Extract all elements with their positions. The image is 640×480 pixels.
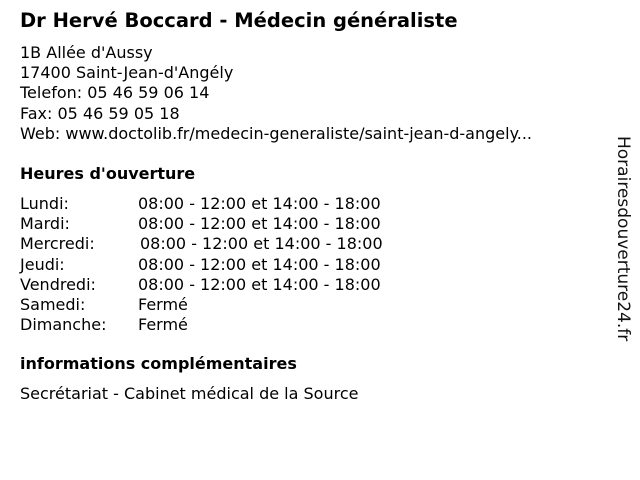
brand-watermark: Horairesdouverture24.fr <box>613 136 633 342</box>
website: Web: www.doctolib.fr/medecin-generaliste/saint-jean-d-angely... <box>20 123 533 143</box>
fax-number: Fax: 05 46 59 05 18 <box>20 103 180 123</box>
day-label: Mardi: <box>20 214 70 234</box>
hours-row-tuesday <box>20 214 383 234</box>
phone-number: Telefon: 05 46 59 06 14 <box>20 83 210 103</box>
day-label: Vendredi: <box>20 274 96 294</box>
hours-row-monday <box>20 194 383 214</box>
hours-row-wednesday <box>20 234 383 254</box>
day-label: Jeudi: <box>20 254 65 274</box>
address-block <box>20 43 532 144</box>
day-label: Lundi: <box>20 194 69 213</box>
day-hours: 08:00 - 12:00 et 14:00 - 18:00 <box>138 214 381 234</box>
city-postal: 17400 Saint-Jean-d'Angély <box>20 63 234 83</box>
hours-row-sunday <box>20 315 383 335</box>
day-label: Samedi: <box>20 295 86 315</box>
day-label: Dimanche: <box>20 315 107 335</box>
day-hours: 08:00 - 12:00 et 14:00 - 18:00 <box>138 254 381 274</box>
day-hours: 08:00 - 12:00 et 14:00 - 18:00 <box>138 274 381 294</box>
hours-row-saturday <box>20 295 383 315</box>
hours-table <box>20 194 383 335</box>
day-hours: Fermé <box>138 295 188 315</box>
info-text: Secrétariat - Cabinet médical de la Source <box>20 384 359 403</box>
day-hours: 08:00 - 12:00 et 14:00 - 18:00 <box>140 234 383 254</box>
info-heading: informations complémentaires <box>20 354 297 373</box>
day-hours: 08:00 - 12:00 et 14:00 - 18:00 <box>138 194 381 213</box>
day-hours: Fermé <box>138 315 188 335</box>
page-title: Dr Hervé Boccard - Médecin généraliste <box>20 9 458 32</box>
hours-row-friday <box>20 275 383 295</box>
day-label: Mercredi: <box>20 234 95 254</box>
hours-heading: Heures d'ouverture <box>20 164 196 183</box>
hours-row-thursday <box>20 255 383 275</box>
street-address: 1B Allée d'Aussy <box>20 43 153 62</box>
